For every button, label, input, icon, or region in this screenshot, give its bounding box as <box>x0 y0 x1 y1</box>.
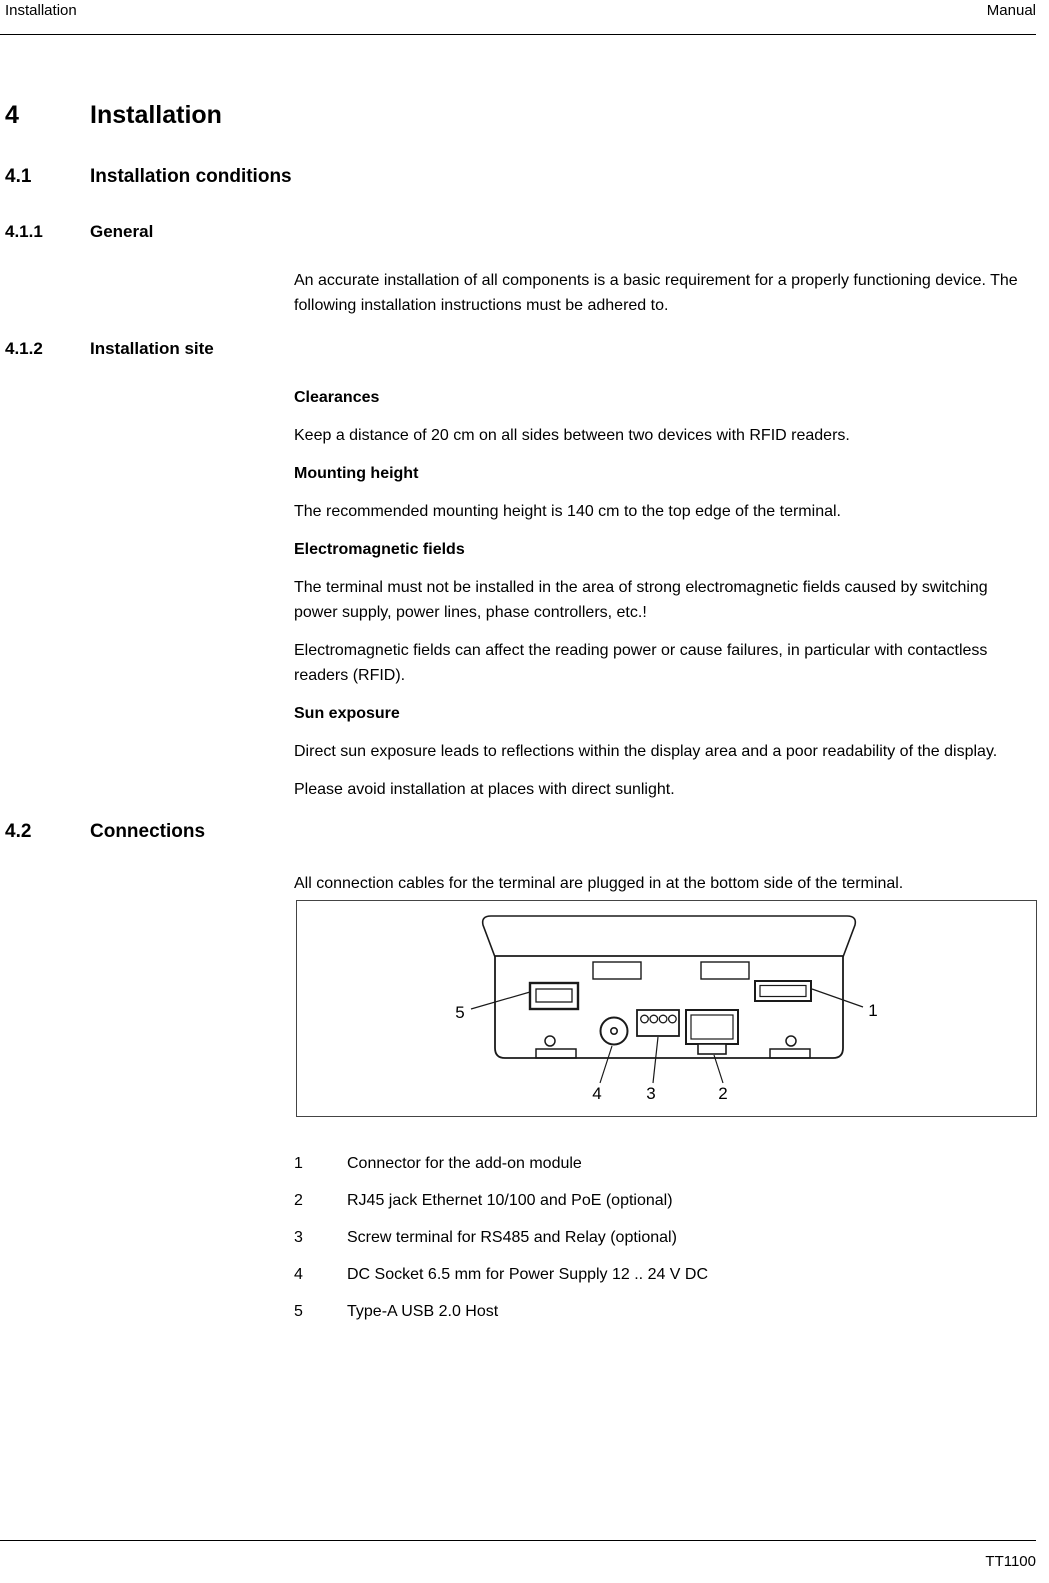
screw-terminal-screw-3 <box>659 1015 667 1023</box>
diagram-label-1: 1 <box>868 1001 878 1020</box>
heading-number: 4.2 <box>5 821 32 842</box>
connections-figure <box>296 900 1037 1117</box>
leader-line-2 <box>714 1055 723 1083</box>
legend-text: Type-A USB 2.0 Host <box>347 1303 499 1320</box>
screw-terminal-screw-4 <box>669 1015 677 1023</box>
vent-slot-left <box>593 962 641 979</box>
header-doc-type: Manual <box>986 2 1036 19</box>
addon-connector-inner <box>760 986 806 997</box>
section-heading-general <box>5 222 1049 242</box>
diagram-label-4: 4 <box>592 1084 602 1103</box>
heading-title: Connections <box>90 821 206 842</box>
screw-hole-left <box>545 1036 555 1046</box>
legend-text: Connector for the add-on module <box>347 1155 582 1172</box>
diagram-label-5: 5 <box>455 1003 465 1022</box>
legend-item-4 <box>294 1262 1049 1287</box>
heading-title: Installation conditions <box>90 166 292 187</box>
heading-title: Installation site <box>90 339 214 358</box>
legend-text: RJ45 jack Ethernet 10/100 and PoE (optional) <box>347 1192 673 1209</box>
legend-item-3 <box>294 1225 1049 1250</box>
subheading-clearances: Clearances <box>294 389 380 406</box>
section-heading-installation-conditions <box>5 166 1049 188</box>
heading-number: 4.1.1 <box>5 222 43 241</box>
legend-number: 5 <box>294 1303 303 1320</box>
section-heading-installation <box>5 101 1049 130</box>
diagram-label-2: 2 <box>718 1084 728 1103</box>
heading-title: Installation <box>90 101 222 129</box>
terminal-bottom-view-diagram <box>297 901 1036 1116</box>
paragraph-connections: All connection cables for the terminal are plugged in at the bottom side of the terminal. <box>294 875 904 892</box>
legend-item-2 <box>294 1188 1049 1213</box>
legend-text: DC Socket 6.5 mm for Power Supply 12 .. 24 V DC <box>347 1266 709 1283</box>
section-heading-installation-site <box>5 339 1049 359</box>
legend-number: 3 <box>294 1229 303 1246</box>
connector-legend <box>5 1151 1049 1324</box>
legend-text: Screw terminal for RS485 and Relay (optional) <box>347 1229 677 1246</box>
paragraph-emf-2: Electromagnetic fields can affect the reading power or cause failures, in particular with contactless readers (RFID). <box>294 642 988 684</box>
paragraph-emf-1: The terminal must not be installed in the area of strong electromagnetic fields caused by switching power supply, power lines, phase controllers, etc.! <box>294 579 988 621</box>
header-section-title: Installation <box>5 2 77 19</box>
section-heading-connections <box>5 821 1049 843</box>
footer-doc-code: TT1100 <box>985 1553 1036 1570</box>
usb-port-inner <box>536 989 572 1002</box>
paragraph-sun-2: Please avoid installation at places with direct sunlight. <box>294 781 675 798</box>
legend-item-1 <box>294 1151 1049 1176</box>
subheading-electromagnetic-fields: Electromagnetic fields <box>294 541 465 558</box>
terminal-housing-shape <box>483 916 856 957</box>
heading-number: 4 <box>5 101 19 129</box>
paragraph-sun-1: Direct sun exposure leads to reflections within the display area and a poor readability of the display. <box>294 743 998 760</box>
rj45-jack-tab <box>698 1044 726 1054</box>
rj45-jack-inner <box>691 1015 733 1039</box>
diagram-label-3: 3 <box>646 1084 656 1103</box>
heading-title: General <box>90 222 154 241</box>
screw-terminal-screw-2 <box>650 1015 658 1023</box>
page-header <box>0 0 1036 35</box>
subheading-sun-exposure: Sun exposure <box>294 705 400 722</box>
heading-number: 4.1 <box>5 166 32 187</box>
paragraph-mounting-height: The recommended mounting height is 140 cm to the top edge of the terminal. <box>294 503 841 520</box>
legend-item-5 <box>294 1299 1049 1324</box>
dc-socket-pin <box>611 1028 617 1034</box>
paragraph-general: An accurate installation of all components is a basic requirement for a properly functioning device. The following installation instructions must be adhered to. <box>294 272 1018 314</box>
paragraph-clearances: Keep a distance of 20 cm on all sides between two devices with RFID readers. <box>294 427 850 444</box>
legend-number: 2 <box>294 1192 303 1209</box>
subheading-mounting-height: Mounting height <box>294 465 419 482</box>
legend-number: 1 <box>294 1155 303 1172</box>
screw-terminal-screw-1 <box>641 1015 649 1023</box>
page-body <box>0 101 1049 1324</box>
vent-slot-right <box>701 962 749 979</box>
page-footer <box>0 1540 1036 1570</box>
heading-number: 4.1.2 <box>5 339 43 358</box>
legend-number: 4 <box>294 1266 303 1283</box>
screw-hole-right <box>786 1036 796 1046</box>
